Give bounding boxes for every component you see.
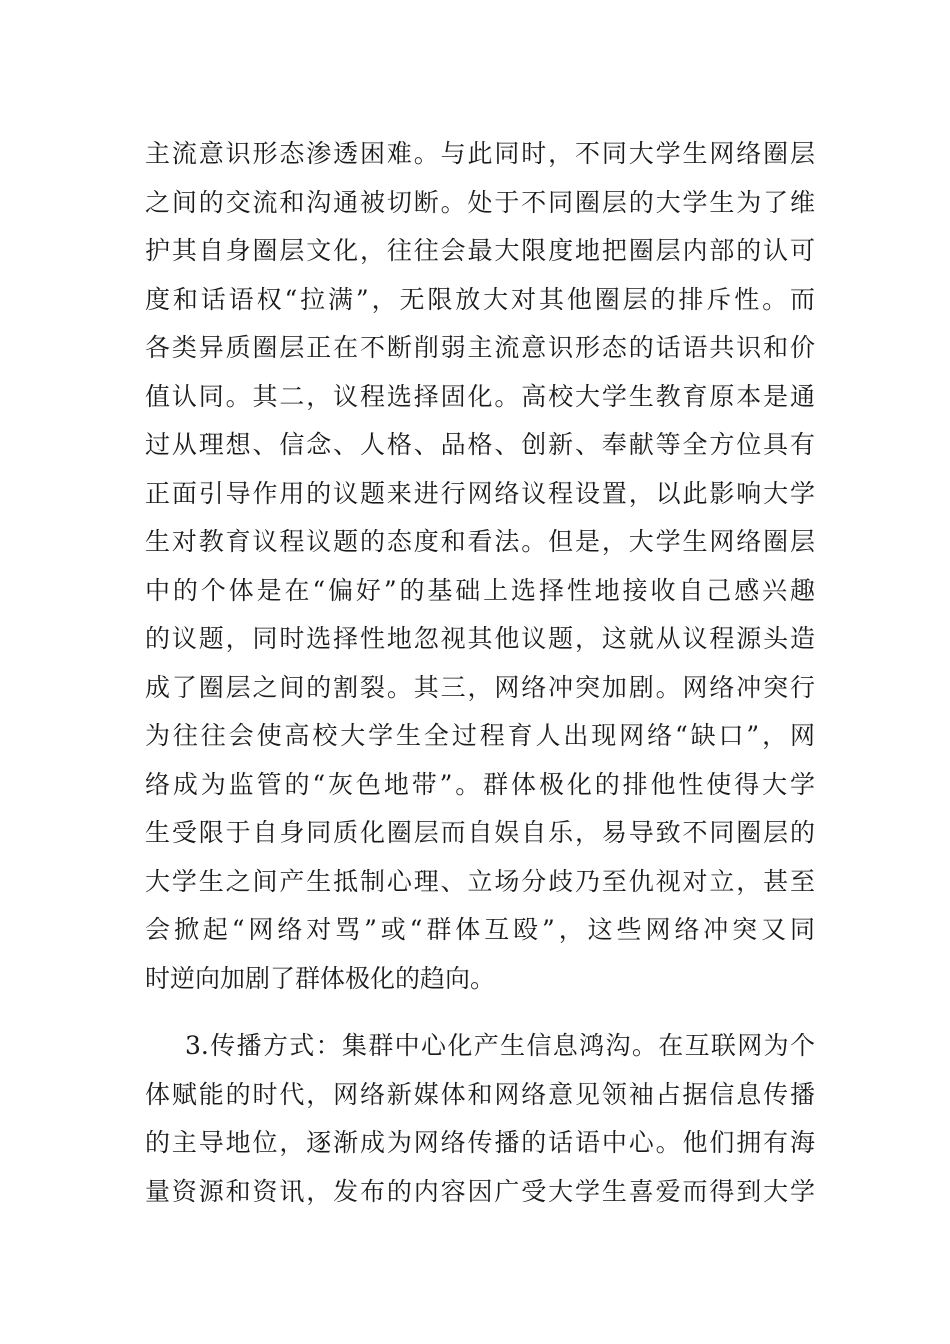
text-line: 时逆向加剧了群体极化的趋向。 [145, 963, 496, 993]
text-line: 值认同。其二，议程选择固化。高校大学生教育原本是通 [145, 381, 815, 411]
text-line: 生对教育议程议题的态度和看法。但是，大学生网络圈层 [145, 527, 815, 556]
text-line: 过从理想、信念、人格、品格、创新、奉献等全方位具有 [145, 430, 815, 459]
text-line: 主流意识形态渗透困难。与此同时，不同大学生网络圈层 [145, 139, 815, 168]
text-line: 正面引导作用的议题来进行网络议程设置，以此影响大学 [145, 478, 815, 508]
text-line: 中的个体是在“偏好”的基础上选择性地接收自己感兴趣 [145, 575, 815, 605]
text-line: 护其自身圈层文化，往往会最大限度地把圈层内部的认可 [145, 236, 815, 265]
text-line: 体赋能的时代，网络新媒体和网络意见领袖占据信息传播 [145, 1079, 815, 1109]
text-line: 的议题，同时选择性地忽视其他议题，这就从议程源头造 [145, 624, 815, 653]
text-line: 会掀起“网络对骂”或“群体互殴”，这些网络冲突又同 [145, 915, 815, 944]
text-line: 3.传播方式：集群中心化产生信息鸿沟。在互联网为个 [185, 1031, 815, 1060]
text-line: 络成为监管的“灰色地带”。群体极化的排他性使得大学 [145, 769, 815, 799]
text-line: 度和话语权“拉满”，无限放大对其他圈层的排斥性。而 [145, 284, 815, 314]
text-line: 大学生之间产生抵制心理、立场分歧乃至仇视对立，甚至 [145, 866, 815, 896]
paragraph-communication-mode [145, 1022, 815, 1216]
text-line: 生受限于自身同质化圈层而自娱自乐，易导致不同圈层的 [145, 818, 815, 847]
text-line: 量资源和资讯，发布的内容因广受大学生喜爱而得到大学 [145, 1176, 815, 1206]
paragraph-continuation [145, 130, 815, 1003]
text-line: 成了圈层之间的割裂。其三，网络冲突加剧。网络冲突行 [145, 672, 815, 702]
text-line: 之间的交流和沟通被切断。处于不同圈层的大学生为了维 [145, 187, 815, 217]
text-line: 各类异质圈层正在不断削弱主流意识形态的话语共识和价 [145, 333, 815, 362]
text-line: 的主导地位，逐渐成为网络传播的话语中心。他们拥有海 [145, 1128, 815, 1157]
text-line: 为往往会使高校大学生全过程育人出现网络“缺口”，网 [145, 721, 815, 750]
